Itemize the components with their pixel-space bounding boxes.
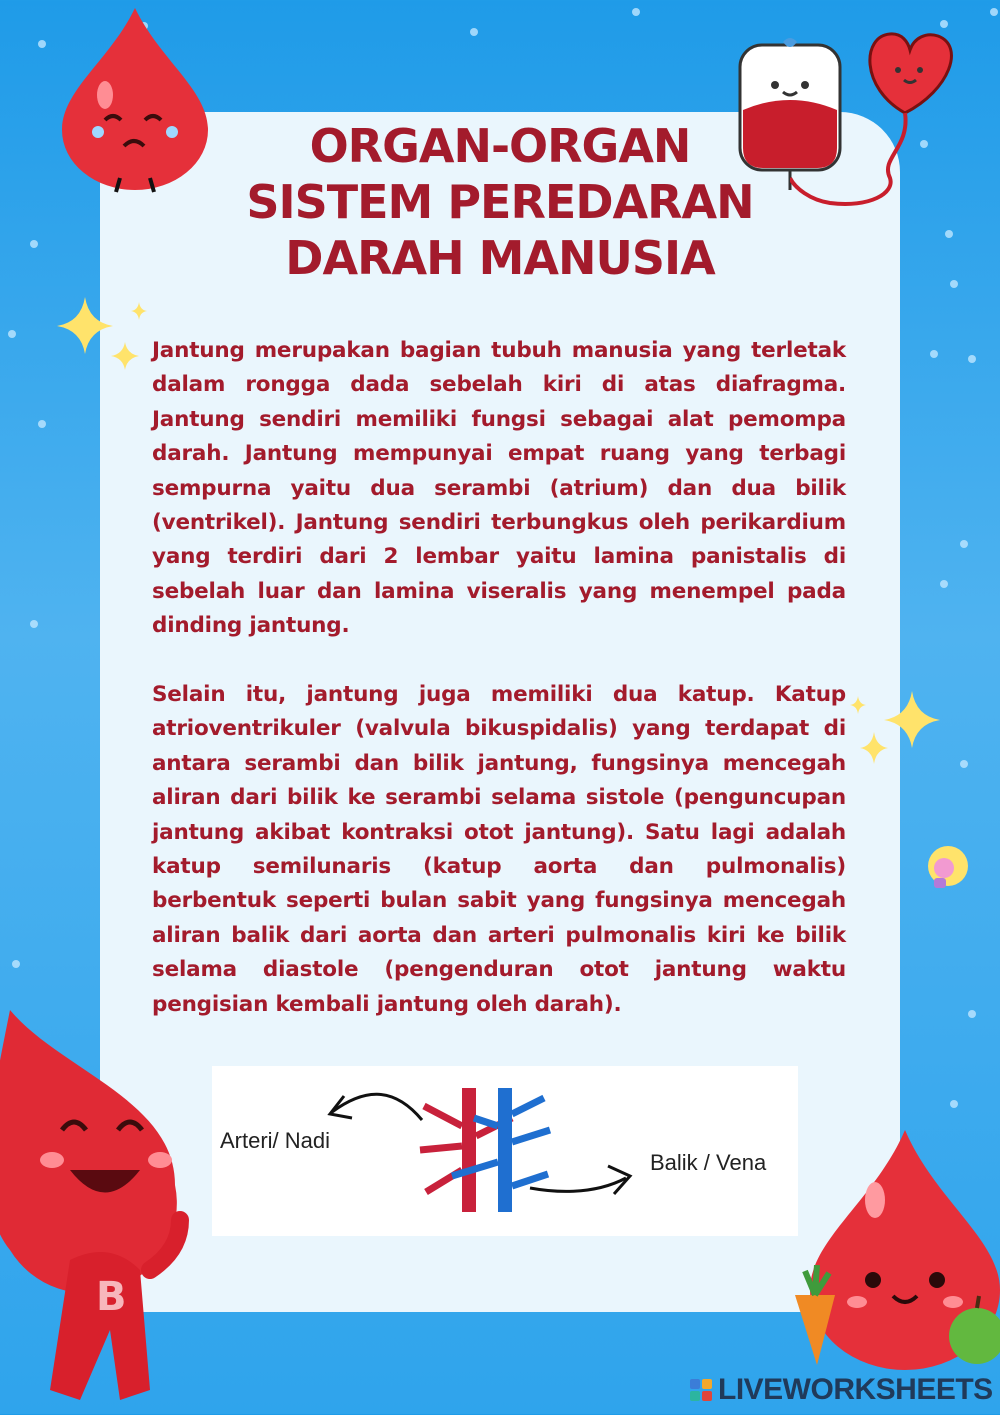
- liveworksheets-logo-icon: [690, 1379, 712, 1401]
- liveworksheets-brand: [690, 1372, 993, 1408]
- brand-name: LIVEWORKSHEETS: [718, 1373, 993, 1406]
- vessels-illustration: [212, 1066, 798, 1236]
- apple-icon: [945, 1290, 1000, 1370]
- lightbulb-icon: [918, 840, 978, 900]
- title-line-2: SISTEM PEREDARAN: [246, 175, 754, 229]
- carrot-icon: [785, 1265, 845, 1370]
- title-line-1: ORGAN-ORGAN: [309, 119, 691, 173]
- sparkle-icon: [848, 686, 948, 776]
- waving-blood-drop-b-icon: [0, 1010, 200, 1415]
- page-title: [200, 118, 800, 286]
- heart-balloon-icon: [790, 28, 960, 218]
- crying-blood-drop-icon: [50, 0, 220, 195]
- sparkle-icon: [55, 292, 155, 382]
- artery-label: Arteri/ Nadi: [220, 1128, 331, 1153]
- vein-label: Balik / Vena: [650, 1150, 767, 1175]
- svg-text:B: B: [96, 1274, 127, 1320]
- title-line-3: DARAH MANUSIA: [285, 231, 715, 285]
- paragraph-valves: Selain itu, jantung juga memiliki dua katup. Katup atrioventrikuler (valvula bikuspidalis) yang terdapat di antara serambi dan bilik jantung, fungsinya mencegah aliran dari bilik ke serambi selama sistole (penguncupan jantung akibat kontraksi otot jantung). Satu lagi adalah katup semilunaris (katup aorta dan pulmonalis) berbentuk seperti bulan sabit yang fungsinya mencegah aliran balik dari aorta dan arteri pulmonalis kiri ke bilik selama diastole (pengenduran otot jantung waktu pengisian kembali jantung oleh darah).: [152, 682, 846, 1017]
- paragraph-heart: Jantung merupakan bagian tubuh manusia yang terletak dalam rongga dada sebelah kiri di atas diafragma. Jantung sendiri memiliki fungsi sebagai alat pemompa darah. Jantung mempunyai empat ruang yang terbagi sempurna yaitu dua serambi (atrium) dan dua bilik (ventrikel). Jantung sendiri terbungkus oleh perikardium yang terdiri dari 2 lembar yaitu lamina panistalis di sebelah luar dan lamina viseralis yang menempel pada dinding jantung.: [152, 338, 846, 639]
- blood-vessel-diagram: [212, 1066, 798, 1236]
